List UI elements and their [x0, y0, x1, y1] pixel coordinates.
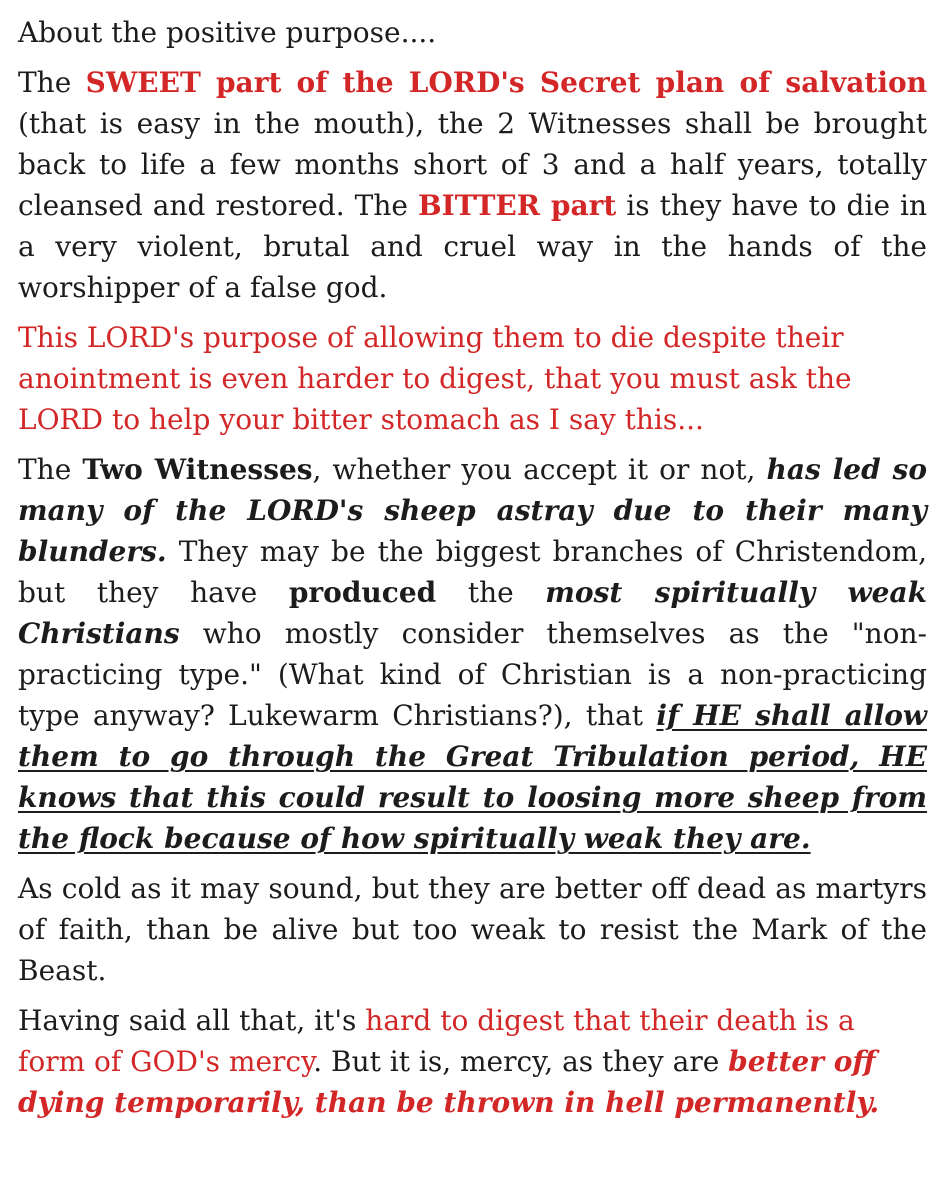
text-segment: who mostly consider themselves as the "non-practicing type." (What kind of Christian is a non-practicing type anyway? Lukewarm Christians?), that	[18, 617, 927, 732]
martyrs-text: As cold as it may sound, but they are better off dead as martyrs of faith, than be alive but too weak to resist the Mark of the Beast.	[18, 872, 927, 987]
text-segment: is they have to die in a very violent, brutal and cruel way in the hands of the worshipper of a false god.	[18, 189, 928, 304]
produced-term: produced	[288, 576, 437, 609]
text-segment: (that is easy in the mouth), the 2 Witnesses shall be brought back to life a few months short of 3 and a half years, totally cleansed and restored. The	[18, 107, 927, 222]
emphasis-better-off: better off dying temporarily, than be thrown in hell permanently.	[18, 1045, 880, 1119]
text-segment: , whether you accept it or not,	[312, 453, 767, 486]
sweet-part-highlight: SWEET part of the LORD's Secret plan of salvation	[85, 66, 927, 99]
purpose-text: This LORD's purpose of allowing them to die despite their anointment is even harder to digest, that you must ask the LORD to help your bitter stomach as I say this...	[18, 321, 852, 436]
text-segment: The	[18, 66, 86, 99]
purpose-paragraph	[18, 317, 927, 440]
mercy-highlight: hard to digest that their death is a form of GOD's mercy	[18, 1004, 855, 1078]
text-segment: They may be the biggest branches of Christendom, but they have	[18, 535, 927, 609]
emphasis-great-tribulation: if HE shall allow them to go through the Great Tribulation period, HE knows that this could result to loosing more sheep from the flock because of how spiritually weak they are.	[18, 699, 927, 855]
sweet-bitter-paragraph	[18, 62, 927, 308]
intro-text: About the positive purpose....	[18, 16, 437, 49]
two-witnesses-paragraph	[18, 449, 927, 859]
two-witnesses-term: Two Witnesses	[82, 453, 313, 486]
emphasis-weak-christians: most spiritually weak Christians	[18, 576, 928, 650]
emphasis-led-astray: has led so many of the LORD's sheep astray due to their many blunders.	[18, 453, 927, 568]
text-segment: Having said all that, it's	[18, 1004, 366, 1037]
martyrs-paragraph	[18, 868, 927, 991]
text-segment: the	[436, 576, 546, 609]
text-segment: The	[18, 453, 83, 486]
text-segment: . But it is, mercy, as they are	[313, 1045, 729, 1078]
intro-paragraph	[18, 12, 927, 53]
mercy-paragraph	[18, 1000, 927, 1123]
bitter-part-highlight: BITTER part	[417, 189, 617, 222]
